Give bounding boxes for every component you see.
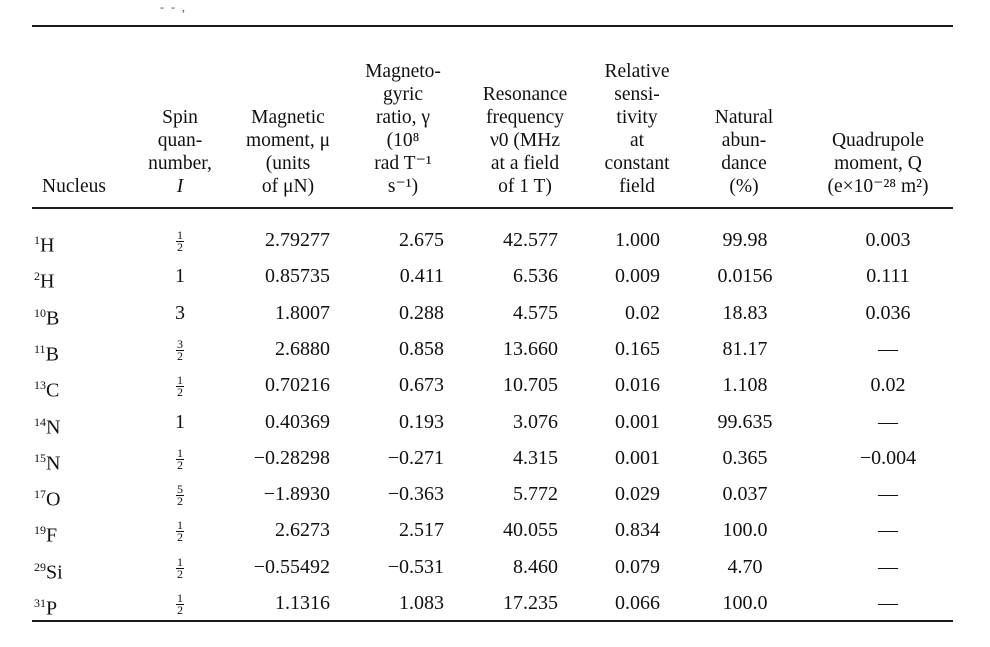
- spin-fraction: [176, 227, 184, 254]
- spin-fraction: [176, 375, 184, 398]
- cell-abund: 81.17: [722, 337, 768, 360]
- element-symbol: C: [46, 379, 60, 402]
- spin-denominator: 2: [177, 348, 183, 363]
- cell-nucleus: [34, 555, 63, 585]
- spin-denominator: 2: [177, 457, 183, 472]
- spin-fraction: [176, 554, 184, 581]
- cell-freq: 13.660: [503, 337, 558, 360]
- header-spin-line: number,: [148, 153, 212, 174]
- header-resonance-line: of 1 T): [498, 176, 552, 197]
- cell-sens: 0.079: [615, 555, 660, 578]
- mass-number: 2: [34, 269, 40, 284]
- spin-denominator: 2: [177, 530, 183, 545]
- element-symbol: P: [46, 597, 58, 620]
- element-symbol: H: [40, 270, 55, 293]
- mass-number: 14: [34, 414, 46, 429]
- cell-spin: [160, 518, 200, 543]
- cell-moment: 0.40369: [265, 410, 330, 433]
- cell-spin: [160, 264, 200, 288]
- spin-numerator: 5: [177, 482, 183, 496]
- cell-abund: 1.108: [722, 374, 768, 397]
- cell-freq: 8.460: [513, 555, 558, 578]
- element-symbol: F: [46, 525, 58, 548]
- element-symbol: N: [46, 452, 61, 475]
- cell-sens: 0.016: [615, 374, 660, 397]
- mass-number: 29: [34, 559, 46, 574]
- header-moment-line: Magnetic: [251, 107, 325, 128]
- cell-freq: 4.575: [513, 301, 558, 324]
- header-abundance: [694, 106, 794, 198]
- cell-quad: 0.111: [866, 265, 910, 288]
- spin-numerator: 1: [177, 227, 183, 242]
- cell-freq: 5.772: [513, 483, 558, 506]
- mass-number: 19: [34, 523, 46, 538]
- mass-number: 11: [34, 341, 46, 356]
- cell-nucleus: [34, 591, 57, 621]
- cell-sens: 0.009: [615, 265, 660, 288]
- cell-spin: [160, 591, 200, 616]
- header-moment: [228, 106, 348, 198]
- cell-spin: [160, 337, 200, 362]
- cell-freq: 4.315: [513, 446, 558, 469]
- spin-denominator: 2: [177, 566, 183, 581]
- cell-nucleus: [34, 410, 60, 440]
- header-spin: [140, 106, 220, 198]
- cell-moment: 1.8007: [275, 301, 330, 324]
- cell-abund: 99.98: [722, 229, 768, 251]
- header-resonance-line: frequency: [486, 107, 564, 128]
- spin-value: 1: [175, 410, 185, 433]
- cell-quad: —: [878, 337, 898, 360]
- header-quadrupole-line: (e×10⁻²⁸ m²): [827, 176, 929, 197]
- cell-sens: 0.001: [615, 410, 660, 433]
- cell-quad: —: [878, 555, 898, 578]
- header-gyro-line: (10⁸: [386, 130, 420, 151]
- cell-nucleus: [34, 373, 59, 403]
- header-quadrupole: [803, 129, 953, 198]
- header-abundance-line: dance: [721, 153, 767, 174]
- spin-fraction: [176, 520, 184, 543]
- header-nucleus-line: Nucleus: [42, 176, 106, 197]
- cell-abund: 0.0156: [717, 265, 773, 288]
- cell-spin: [160, 373, 200, 398]
- header-quadrupole-line: Quadrupole: [831, 130, 925, 151]
- spin-numerator: 1: [177, 554, 183, 569]
- cell-abund: 0.037: [722, 483, 768, 506]
- cell-sens: 1.000: [615, 229, 660, 251]
- header-gyro-line: rad T⁻¹: [374, 153, 432, 174]
- spin-numerator: 3: [177, 336, 183, 351]
- cell-gyro: −0.363: [387, 483, 444, 506]
- header-abundance-line: Natural: [714, 107, 774, 128]
- cell-gyro: 2.517: [399, 519, 444, 542]
- header-resonance: [465, 83, 585, 198]
- header-nucleus: [24, 175, 124, 198]
- spin-value: 3: [175, 301, 185, 324]
- cell-sens: 0.834: [615, 519, 660, 542]
- spin-fraction: [176, 590, 184, 617]
- header-rule: [32, 207, 953, 209]
- header-gyro-line: ratio, γ: [375, 107, 431, 128]
- header-sensitivity-line: sensi-: [614, 84, 660, 105]
- element-symbol: B: [45, 343, 59, 366]
- cell-quad: —: [878, 483, 898, 506]
- cell-spin: [160, 228, 200, 253]
- spin-numerator: 1: [177, 518, 183, 533]
- cell-moment: 0.85735: [265, 265, 330, 288]
- top-rule: [32, 25, 953, 27]
- header-resonance-line: Resonance: [482, 84, 568, 105]
- cell-nucleus: [34, 264, 54, 294]
- spin-fraction: [176, 484, 184, 507]
- header-moment-line: moment, μ: [245, 130, 331, 151]
- bottom-rule: [32, 620, 953, 622]
- cell-abund: 4.70: [727, 555, 763, 578]
- cell-freq: 6.536: [513, 265, 558, 288]
- cell-quad: −0.004: [859, 446, 917, 469]
- cell-freq: 10.705: [503, 374, 558, 397]
- header-moment-line: of μN): [261, 176, 315, 197]
- spin-numerator: 1: [177, 373, 183, 388]
- cell-spin: [160, 410, 200, 434]
- spin-fraction: [176, 445, 184, 472]
- cell-gyro: 0.858: [399, 337, 444, 360]
- header-gyro: [353, 60, 453, 198]
- header-moment-line: (units: [265, 153, 311, 174]
- cell-gyro: −0.531: [387, 555, 444, 578]
- cell-freq: 3.076: [513, 410, 558, 433]
- cell-nucleus: [34, 301, 59, 331]
- cell-gyro: 0.288: [399, 301, 444, 324]
- header-gyro-line: s⁻¹): [387, 176, 419, 197]
- cell-abund: 18.83: [722, 301, 768, 324]
- header-resonance-line: at a field: [490, 153, 560, 174]
- cell-sens: 0.001: [615, 446, 660, 469]
- mass-number: 17: [34, 487, 46, 502]
- mass-number: 31: [34, 596, 46, 610]
- element-symbol: N: [46, 416, 61, 439]
- mass-number: 13: [34, 378, 46, 393]
- cell-nucleus: [34, 446, 60, 476]
- cell-abund: 100.0: [722, 592, 768, 614]
- cell-gyro: −0.271: [387, 446, 444, 469]
- mass-number: 10: [34, 305, 46, 320]
- element-symbol: O: [46, 488, 61, 511]
- cell-spin: [160, 555, 200, 580]
- cell-gyro: 2.675: [399, 229, 444, 251]
- cell-freq: 40.055: [503, 519, 558, 542]
- header-abundance-line: abun-: [721, 130, 767, 151]
- header-spin-line: quan-: [157, 130, 203, 151]
- cell-gyro: 0.673: [399, 374, 444, 397]
- element-symbol: H: [40, 234, 55, 257]
- cell-nucleus: [34, 337, 59, 367]
- header-spin-line: Spin: [162, 107, 198, 128]
- cell-moment: −0.55492: [253, 555, 330, 578]
- cell-moment: 2.6273: [275, 519, 330, 542]
- header-resonance-line: ν0 (MHz: [489, 130, 560, 151]
- element-symbol: Si: [46, 561, 63, 584]
- cell-abund: 99.635: [717, 410, 773, 433]
- spin-value: 1: [175, 265, 185, 288]
- cell-gyro: 1.083: [399, 592, 444, 614]
- spin-denominator: 2: [177, 494, 183, 508]
- header-gyro-line: gyric: [382, 84, 424, 105]
- spin-denominator: 2: [177, 385, 183, 400]
- spin-denominator: 2: [177, 602, 183, 617]
- cell-spin: [160, 482, 200, 507]
- mass-number: 15: [34, 450, 46, 465]
- cell-quad: —: [878, 592, 898, 614]
- header-sensitivity-line: at: [629, 130, 645, 151]
- cell-gyro: 0.411: [399, 265, 444, 288]
- cell-spin: [160, 301, 200, 325]
- cell-gyro: 0.193: [399, 410, 444, 433]
- cell-quad: 0.02: [870, 374, 906, 397]
- element-symbol: B: [46, 307, 60, 330]
- cell-nucleus: [34, 228, 54, 258]
- header-gyro-line: Magneto-: [365, 61, 441, 82]
- header-quadrupole-line: moment, Q: [834, 153, 922, 174]
- header-sensitivity: [587, 60, 687, 198]
- spin-numerator: 1: [177, 590, 183, 605]
- spin-denominator: 2: [177, 239, 183, 254]
- cell-moment: 2.79277: [265, 229, 330, 251]
- cell-abund: 0.365: [722, 446, 768, 469]
- cell-nucleus: [34, 518, 57, 548]
- top-mark: - - ,: [160, 0, 187, 14]
- cell-sens: 0.066: [615, 592, 660, 614]
- cell-freq: 42.577: [503, 229, 558, 251]
- mass-number: 1: [34, 233, 40, 247]
- spin-numerator: 1: [177, 445, 183, 460]
- cell-sens: 0.165: [615, 337, 660, 360]
- header-sensitivity-line: field: [619, 176, 655, 197]
- cell-moment: −0.28298: [253, 446, 330, 469]
- cell-moment: −1.8930: [263, 483, 330, 506]
- cell-sens: 0.02: [625, 301, 660, 324]
- cell-moment: 0.70216: [265, 374, 330, 397]
- header-sensitivity-line: Relative: [604, 61, 670, 82]
- cell-freq: 17.235: [503, 592, 558, 614]
- cell-nucleus: [34, 482, 60, 512]
- cell-moment: 1.1316: [275, 592, 330, 614]
- cell-moment: 2.6880: [275, 337, 330, 360]
- cell-sens: 0.029: [615, 483, 660, 506]
- header-sensitivity-line: constant: [604, 153, 670, 174]
- header-spin-line: I: [176, 176, 184, 197]
- cell-quad: 0.003: [865, 229, 911, 251]
- cell-quad: 0.036: [865, 301, 911, 324]
- cell-quad: —: [878, 410, 898, 433]
- header-sensitivity-line: tivity: [616, 107, 658, 128]
- cell-spin: [160, 446, 200, 471]
- cell-abund: 100.0: [722, 519, 768, 542]
- header-abundance-line: (%): [729, 176, 759, 197]
- spin-fraction: [176, 336, 184, 363]
- cell-quad: —: [878, 519, 898, 542]
